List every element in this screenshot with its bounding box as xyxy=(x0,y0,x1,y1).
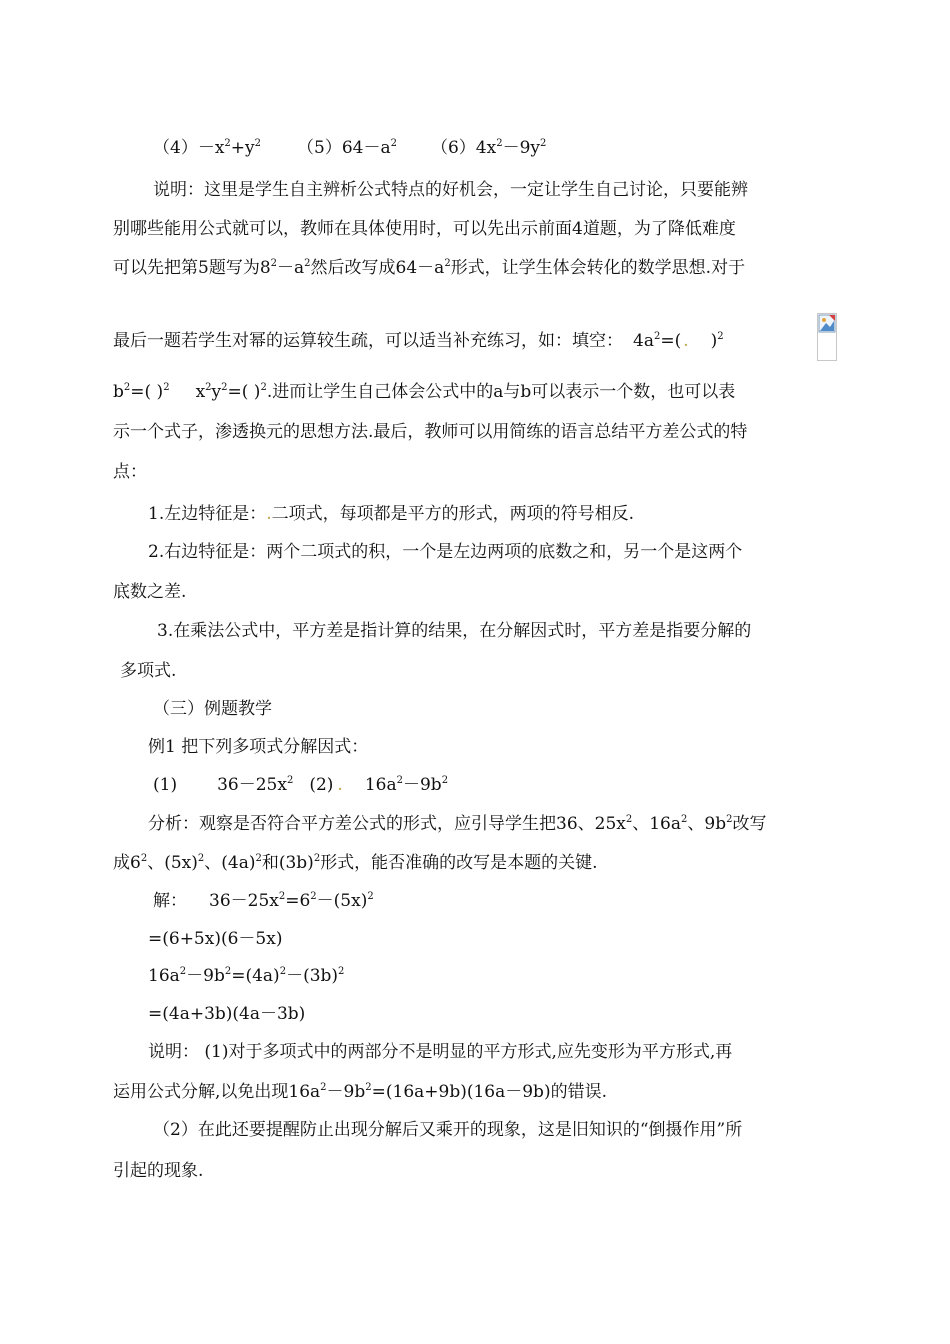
note2-line3: （2）在此还要提醒防止出现分解后又乘开的现象，这是旧知识的“倒摄作用”所 xyxy=(153,1120,743,1140)
example-problems: (1) $36-25x^2$ (2) . $16a^2-9b^2$ xyxy=(153,775,449,795)
solution-line4: =(4a+3b)(4a－3b) xyxy=(148,1004,306,1024)
item-5: $(5)64-a^2$ xyxy=(297,138,397,158)
feature-3-line2: 多项式. xyxy=(120,661,177,681)
note1-line5: $b^2=$( )$^2$ $x^2y^2=$( )$^2$.进而让学生自己体会公式中的a与b可以表示一个数，也可以表 xyxy=(113,382,736,402)
note1-line4: 最后一题若学生对幂的运算较生疏，可以适当补充练习，如：填空： $4a^2=$( . )$^2$ xyxy=(113,331,724,351)
problem-1: $36-25x^2$ xyxy=(217,775,294,795)
note1-line1: 说明：这里是学生自主辨析公式特点的好机会，一定让学生自己讨论，只要能辨 xyxy=(153,180,748,200)
problem-1-label: (1) xyxy=(153,775,178,795)
section-title: （三）例题教学 xyxy=(153,699,272,719)
problem-2: $16a^2-9b^2$ xyxy=(364,775,449,795)
exercise-items-line xyxy=(153,137,546,159)
solution-line1: 解： $36-25x^2=6^2-(5x)^2$ xyxy=(153,891,374,911)
note1-line2: 别哪些能用公式就可以，教师在具体使用时，可以先出示前面4道题，为了降低难度 xyxy=(113,219,736,239)
feature-2-line2: 底数之差. xyxy=(113,582,187,602)
feature-3-line1: 3.在乘法公式中，平方差是指计算的结果，在分解因式时，平方差是指要分解的 xyxy=(157,621,752,641)
note1-line3: 可以先把第5题写为$8^2-a^2$然后改写成$64-a^2$形式，让学生体会转化的数学思想.对于 xyxy=(113,258,746,278)
feature-1: 1.左边特征是：.二项式，每项都是平方的形式，两项的符号相反. xyxy=(148,504,635,524)
example-title: 例1 把下列多项式分解因式： xyxy=(148,737,369,757)
note1-line6: 示一个式子，渗透换元的思想方法.最后，教师可以用简练的语言总结平方差公式的特 xyxy=(113,422,748,442)
note2-line2: 运用公式分解,以免出现$16a^2-9b^2=(16a+9b)(16a-9b)$的错误. xyxy=(113,1082,607,1102)
item-4: $(4)-x^2+y^2$ xyxy=(153,138,262,158)
analysis-line1: 分析：观察是否符合平方差公式的形式，应引导学生把36、$25x^2$、$16a^2$、$9b^2$改写 xyxy=(148,814,767,834)
solution-line2: =(6+5x)(6－5x) xyxy=(148,929,283,949)
problem-2-label: (2) xyxy=(309,775,334,795)
item-6: $(6)4x^2-9y^2$ xyxy=(430,138,547,158)
note2-line4: 引起的现象. xyxy=(113,1161,204,1181)
feature-2-line1: 2.右边特征是：两个二项式的积，一个是左边两项的底数之和，另一个是这两个 xyxy=(148,542,743,562)
analysis-line2: 成$6^2$、$(5x)^2$、$(4a)^2$和$(3b)^2$形式，能否准确的改写是本题的关键. xyxy=(113,853,598,873)
note2-line1: 说明： (1)对于多项式中的两部分不是明显的平方形式,应先变形为平方形式,再 xyxy=(148,1042,733,1062)
solution-line3: $16a^2-9b^2=(4a)^2-(3b)^2$ xyxy=(148,966,345,986)
broken-image-icon xyxy=(817,313,837,361)
note1-line7: 点： xyxy=(113,462,147,482)
